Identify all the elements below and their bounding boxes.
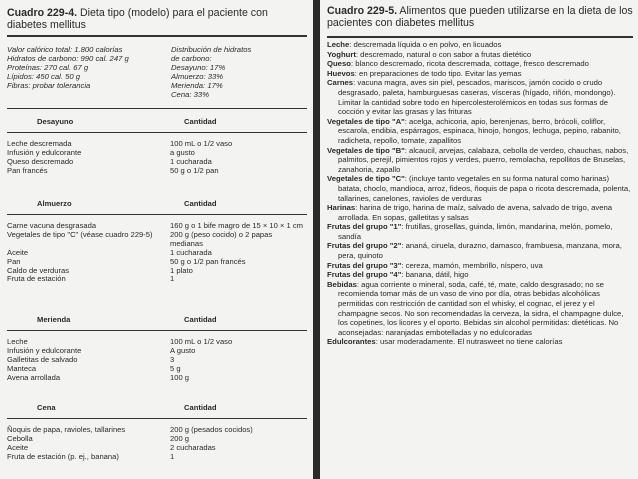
food-entry — [327, 78, 634, 116]
food-items: : agua corriente o mineral, soda, café, té, mate, caldo desgrasado; no se recomienda tomar más de un vaso de vino por día, otras bebidas alcohólicas permitidas con restricción de cantidad son el whisky, el cognac, el jerez y el champagne secos. No son recomendadas la cerveza, la sidra, el champagne dulce, los copetines, los licores y el oporto. Bebidas sin alcohol permitidas: dietéticas. No aconsejadas: naranjadas embotelladas y no edulcoradas — [338, 279, 624, 337]
food-items: : vacuna magra, aves sin piel, pescados, mariscos, jamón cocido o crudo desgrasado, paleta, hamburguesas caseras, vísceras (hígado, riñón, mondongo). Limitar la cantidad sobre todo en hipercolesterolémicos en todas sus formas de cocción y evitar las grasas y las frituras — [338, 78, 616, 117]
food-items: : usar moderadamente. El nutrasweet no tiene calorías — [375, 337, 563, 347]
nutrition-summary — [7, 45, 167, 90]
food-items: : cereza, mamón, membrillo, níspero, uva — [401, 260, 543, 270]
quantity-cell: 200 g — [170, 433, 190, 443]
meal-name: Merienda — [37, 315, 71, 324]
title-rule — [327, 36, 633, 38]
table-title — [327, 5, 633, 29]
summary-line: Valor calórico total: 1.800 calorías — [7, 45, 123, 54]
food-cell: Aceite — [7, 247, 29, 257]
food-items: : banana, dátil, higo — [401, 270, 469, 280]
quantity-cell: a gusto — [170, 147, 195, 157]
meal-section-1 — [7, 199, 309, 284]
distribution-line: Cena: 33% — [171, 90, 210, 100]
food-category: Frutas del grupo "2" — [327, 241, 402, 251]
quantity-cell: 1 cucharada — [170, 247, 212, 257]
quantity-cell: 100 mL o 1/2 vaso — [170, 337, 233, 346]
distribution-line: Almuerzo: 33% — [171, 72, 224, 82]
table-row — [7, 435, 309, 444]
table-row — [7, 249, 309, 258]
food-list — [327, 40, 634, 347]
table-row — [7, 374, 309, 383]
quantity-cell: 1 cucharada — [170, 156, 212, 166]
table-number: Cuadro 229-5. — [327, 5, 398, 17]
quantity-cell: 1 — [170, 274, 175, 284]
table-row — [7, 356, 309, 365]
header-rule — [7, 418, 307, 419]
meal-header — [7, 315, 309, 327]
food-entry — [327, 40, 634, 50]
quantity-cell: 2 cucharadas — [170, 442, 216, 452]
quantity-cell: 200 g (pesados cocidos) — [170, 425, 253, 434]
quantity-header: Cantidad — [184, 403, 217, 412]
distribution-line: Merienda: 17% — [171, 81, 223, 91]
title-rule — [7, 35, 307, 37]
food-cell: Pan francés — [7, 165, 48, 175]
quantity-cell: 3 — [170, 354, 175, 364]
food-cell: Ñoquis de papa, ravioles, tallarines — [7, 425, 126, 434]
food-category: Carnes — [327, 78, 354, 88]
food-cell: Carne vacuna desgrasada — [7, 221, 97, 230]
food-cell: Caldo de verduras — [7, 265, 70, 275]
quantity-header: Cantidad — [184, 117, 217, 126]
food-rows — [7, 338, 309, 383]
food-category: Queso — [327, 59, 351, 69]
food-cell: Leche — [7, 337, 28, 346]
summary-line: Hidratos de carbono: 990 cal. 247 g — [7, 54, 129, 64]
carb-distribution — [171, 45, 311, 100]
quantity-cell: 100 g — [170, 372, 190, 382]
food-entry — [327, 241, 634, 260]
food-cell: Vegetales de tipo "C" (véase cuadro 229-5) — [7, 229, 153, 239]
food-category: Frutas del grupo "3" — [327, 260, 402, 270]
quantity-cell: 50 g o 1/2 pan francés — [170, 256, 246, 266]
food-items: : acelga, achicoria, apio, berenjenas, berro, brócoli, coliflor, escarola, endibia, espárragos, espinaca, hinojo, hongos, lechuga, pepino, rabanito, radicheta, repollo, tomate, zapallitos — [338, 116, 621, 145]
food-category: Frutas del grupo "4" — [327, 270, 402, 280]
meal-section-0 — [7, 117, 309, 176]
food-entry — [327, 203, 634, 222]
meal-header — [7, 403, 309, 415]
food-cell: Avena arrollada — [7, 372, 61, 382]
summary-line: Lípidos: 450 cal. 50 g — [7, 72, 81, 82]
quantity-cell: A gusto — [170, 345, 196, 355]
table-row — [7, 275, 309, 284]
food-items: : descremado, natural o con sabor a frutas dietético — [355, 49, 532, 59]
food-items: : (incluye tanto vegetales en su forma natural como harinas) batata, choclo, mandioca, arroz, fideos, ñoquis de papa o ricota descremada, polenta, tallarines, canelones, ravioles de verduras — [338, 174, 631, 203]
table-caption: Alimentos que pueden utilizarse en la dieta de los pacientes con diabetes mellitus — [327, 5, 633, 29]
food-cell: Pan — [7, 256, 21, 266]
quantity-cell: 1 plato — [170, 265, 193, 275]
table-229-5-page — [320, 0, 638, 479]
food-cell: Leche descremada — [7, 139, 72, 148]
food-cell: Fruta de estación — [7, 274, 66, 284]
food-category: Yoghurt — [327, 49, 356, 59]
food-cell: Queso descremado — [7, 156, 74, 166]
quantity-cell: 50 g o 1/2 pan — [170, 165, 219, 175]
food-entry — [327, 146, 634, 175]
meal-name: Cena — [37, 403, 56, 412]
food-cell: Infusión y edulcorante — [7, 147, 82, 157]
table-row — [7, 231, 309, 249]
food-category: Harinas — [327, 203, 356, 213]
food-category: Edulcorantes — [327, 337, 376, 347]
meal-section-2 — [7, 315, 309, 383]
table-row — [7, 426, 309, 435]
quantity-cell: 100 mL o 1/2 vaso — [170, 139, 233, 148]
food-items: : ananá, ciruela, durazno, damasco, frambuesa, manzana, mora, pera, quinoto — [338, 241, 622, 261]
food-cell: Manteca — [7, 363, 37, 373]
quantity-header: Cantidad — [184, 199, 217, 208]
food-items: : frutillas, grosellas, guinda, limón, mandarina, melón, pomelo, sandía — [338, 222, 613, 241]
table-row — [7, 167, 309, 176]
distribution-line: de carbono: — [171, 54, 212, 64]
food-cell: Cebolla — [7, 433, 33, 443]
food-category: Frutas del grupo "1" — [327, 222, 402, 232]
food-rows — [7, 426, 309, 462]
food-items: : alcaucil, arvejas, calabaza, cebolla de verdeo, chauchas, nabos, palmitos, perejil, pimientos rojos y verdes, puerro, remolacha, repollitos de Bruselas, zanahoria, zapallo — [338, 145, 629, 174]
summary-line: Proteínas: 270 cal. 67 g — [7, 63, 89, 73]
header-rule — [7, 132, 307, 133]
distribution-line: Distribución de hidratos — [171, 45, 252, 54]
table-number: Cuadro 229-4. — [7, 7, 78, 19]
table-row — [7, 158, 309, 167]
food-entry — [327, 174, 634, 203]
food-entry — [327, 280, 634, 338]
quantity-cell: 5 g — [170, 363, 181, 373]
food-category: Vegetales de tipo "A" — [327, 116, 405, 126]
food-entry — [327, 117, 634, 146]
quantity-cell: 160 g o 1 bife magro de 15 × 10 × 1 cm — [170, 221, 303, 230]
food-cell: Aceite — [7, 442, 29, 452]
food-entry — [327, 270, 634, 280]
food-entry — [327, 59, 634, 69]
food-category: Vegetales de tipo "B" — [327, 145, 405, 155]
food-rows — [7, 222, 309, 284]
summary-rule — [7, 108, 307, 109]
food-entry — [327, 222, 634, 241]
meal-header — [7, 117, 309, 129]
meal-header — [7, 199, 309, 211]
distribution-line: Desayuno: 17% — [171, 63, 226, 73]
quantity-cell: 200 g (peso cocido) o 2 papas medianas — [170, 229, 273, 248]
food-items: : harina de trigo, harina de maíz, salvado de avena, salvado de trigo, avena arrollada. En sopas, galletitas y salsas — [338, 203, 613, 222]
food-items: : en preparaciones de todo tipo. Evitar las yemas — [354, 68, 522, 78]
food-entry — [327, 337, 634, 347]
table-caption: Dieta tipo (modelo) para el paciente con diabetes mellitus — [7, 7, 268, 31]
food-category: Bebidas — [327, 279, 357, 289]
meal-name: Desayuno — [37, 117, 74, 126]
food-cell: Galletitas de salvado — [7, 354, 78, 364]
meal-name: Almuerzo — [37, 199, 72, 208]
header-rule — [7, 214, 307, 215]
food-category: Vegetales de tipo "C" — [327, 174, 405, 184]
food-rows — [7, 140, 309, 176]
meal-section-3 — [7, 403, 309, 462]
food-category: Leche — [327, 40, 350, 49]
food-entry — [327, 261, 634, 271]
quantity-header: Cantidad — [184, 315, 217, 324]
table-row — [7, 453, 309, 462]
food-entry — [327, 50, 634, 60]
summary-line: Fibras: probar tolerancia — [7, 81, 91, 91]
food-items: : descremada líquida o en polvo, en licuados — [349, 40, 502, 49]
header-rule — [7, 330, 307, 331]
quantity-cell: 1 — [170, 451, 175, 461]
food-entry — [327, 69, 634, 79]
food-items: : blanco descremado, ricota descremada, cottage, fresco descremado — [350, 59, 589, 69]
food-cell: Fruta de estación (p. ej., banana) — [7, 451, 119, 461]
food-cell: Infusión y edulcorante — [7, 345, 82, 355]
food-category: Huevos — [327, 68, 355, 78]
table-229-4-page — [0, 0, 313, 479]
table-title — [7, 7, 309, 31]
